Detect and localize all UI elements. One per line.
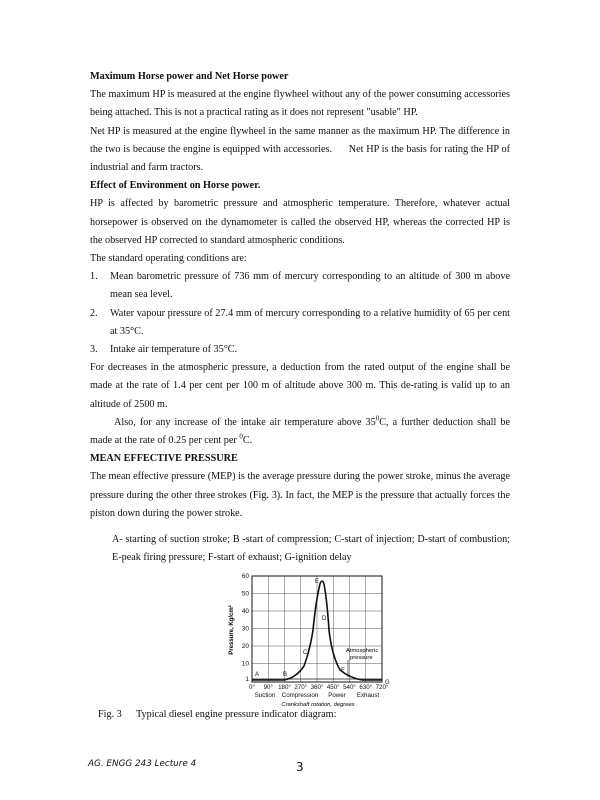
list-item: 1. Mean barometric pressure of 736 mm of mercury corresponding to an altitude of 300 m above mean sea level. xyxy=(90,271,510,301)
point-labels xyxy=(255,579,390,686)
point-label-d: D xyxy=(322,616,327,622)
x-tick-label: 720° xyxy=(375,684,389,691)
grid xyxy=(252,576,382,682)
x-tick-label: 450° xyxy=(326,684,340,691)
heading-max-hp: Maximum Horse power and Net Horse power xyxy=(90,71,289,82)
x-tick-labels xyxy=(249,684,389,691)
y-tick-label: 40 xyxy=(241,608,249,615)
x-tick-label: 360° xyxy=(310,684,324,691)
stroke-label: Suction xyxy=(254,692,276,699)
paragraph-temperature: Also, for any increase of the intake air temperature above $35^0C$, a further deduction shall be made at the rate of 0.25 per cent per $^0$C. xyxy=(90,414,510,447)
x-tick-label: 90° xyxy=(263,684,273,691)
atm-label: Atmospheric xyxy=(346,648,379,654)
atm-label-2: pressure xyxy=(350,655,373,661)
point-label-a: A xyxy=(255,672,260,678)
paragraph-max-hp: The maximum HP is measured at the engine flywheel without any of the power consuming accessories being attached. This is not a practical rating as it does not represent "usable" HP. xyxy=(90,89,510,119)
stroke-label: Power xyxy=(328,692,346,699)
paragraph-environment: HP is affected by barometric pressure and atmospheric temperature. Therefore, whatever actual horsepower is observed on the dynamometer is called the observed HP, whereas the corrected HP is the observed HP corrected to standard atmospheric conditions. xyxy=(90,198,510,246)
stroke-labels xyxy=(255,692,380,699)
footer-course: AG. ENGG 243 Lecture 4 xyxy=(88,759,197,769)
paragraph-derating: For decreases in the atmospheric pressure, a deduction from the rated output of the engine shall be made at the rate of 1.4 per cent per 100 m of altitude above 300 m. This de-rating is valid up to an altitude of 2500 m. xyxy=(90,362,510,410)
point-label-g: G xyxy=(385,680,390,686)
page-number: 3 xyxy=(296,760,304,774)
heading-mep: MEAN EFFECTIVE PRESSURE xyxy=(90,453,238,465)
y-tick-labels xyxy=(242,573,250,683)
stroke-label: Exhaust xyxy=(356,692,380,699)
paragraph-net-hp: Net HP is measured at the engine flywheel in the same manner as the maximum HP. The difference in the two is because the engine is equipped with accessories. Net HP is the basis for rating the HP of industrial and farm tractors. xyxy=(90,125,513,174)
figure-title: Typical diesel engine pressure indicator diagram: xyxy=(136,709,337,720)
y-tick-label: 30 xyxy=(241,625,249,633)
figure-caption xyxy=(98,709,336,720)
list-item: 3. Intake air temperature of 35°C. xyxy=(90,344,238,356)
figure-legend: A- starting of suction stroke; B -start of compression; C-start of injection; D-start of combustion; E-peak firing pressure; F-start of exhaust; G-ignition delay xyxy=(112,534,510,564)
x-tick-label: 180° xyxy=(278,684,291,691)
point-label-e: E xyxy=(315,579,320,585)
y-tick-label: 50 xyxy=(241,590,249,598)
x-axis-label: Crankshaft rotation, degrees xyxy=(281,702,355,708)
x-tick-label: 540° xyxy=(343,684,356,691)
stroke-label: Compression xyxy=(281,692,319,699)
y-axis-label: Pressure, Kg/cm² xyxy=(229,605,235,655)
list-item: 2. Water vapour pressure of 27.4 mm of mercury corresponding to a relative humidity of 65 per cent at 35°C. xyxy=(90,307,510,337)
heading-environment: Effect of Environment on Horse power. xyxy=(90,180,261,192)
x-tick-label: 270° xyxy=(294,684,308,691)
point-label-c: C xyxy=(303,650,308,656)
y-tick-label: 1 xyxy=(245,676,249,683)
y-tick-label: 20 xyxy=(241,643,249,650)
point-label-f: F xyxy=(341,668,345,674)
figure-number: Fig. 3 xyxy=(98,709,122,720)
y-tick-label: 60 xyxy=(241,573,249,580)
x-tick-label: 630° xyxy=(359,684,373,691)
paragraph-mep: The mean effective pressure (MEP) is the average pressure during the power stroke, minus the average pressure during the other three strokes (Fig. 3). In fact, the MEP is the pressure that actually forces the piston down during the power stroke. xyxy=(90,471,510,519)
point-label-b: B xyxy=(283,672,288,678)
y-tick-label: 10 xyxy=(241,660,249,668)
paragraph-standard-conditions: The standard operating conditions are: xyxy=(90,253,247,265)
x-tick-label: 0° xyxy=(249,684,255,691)
